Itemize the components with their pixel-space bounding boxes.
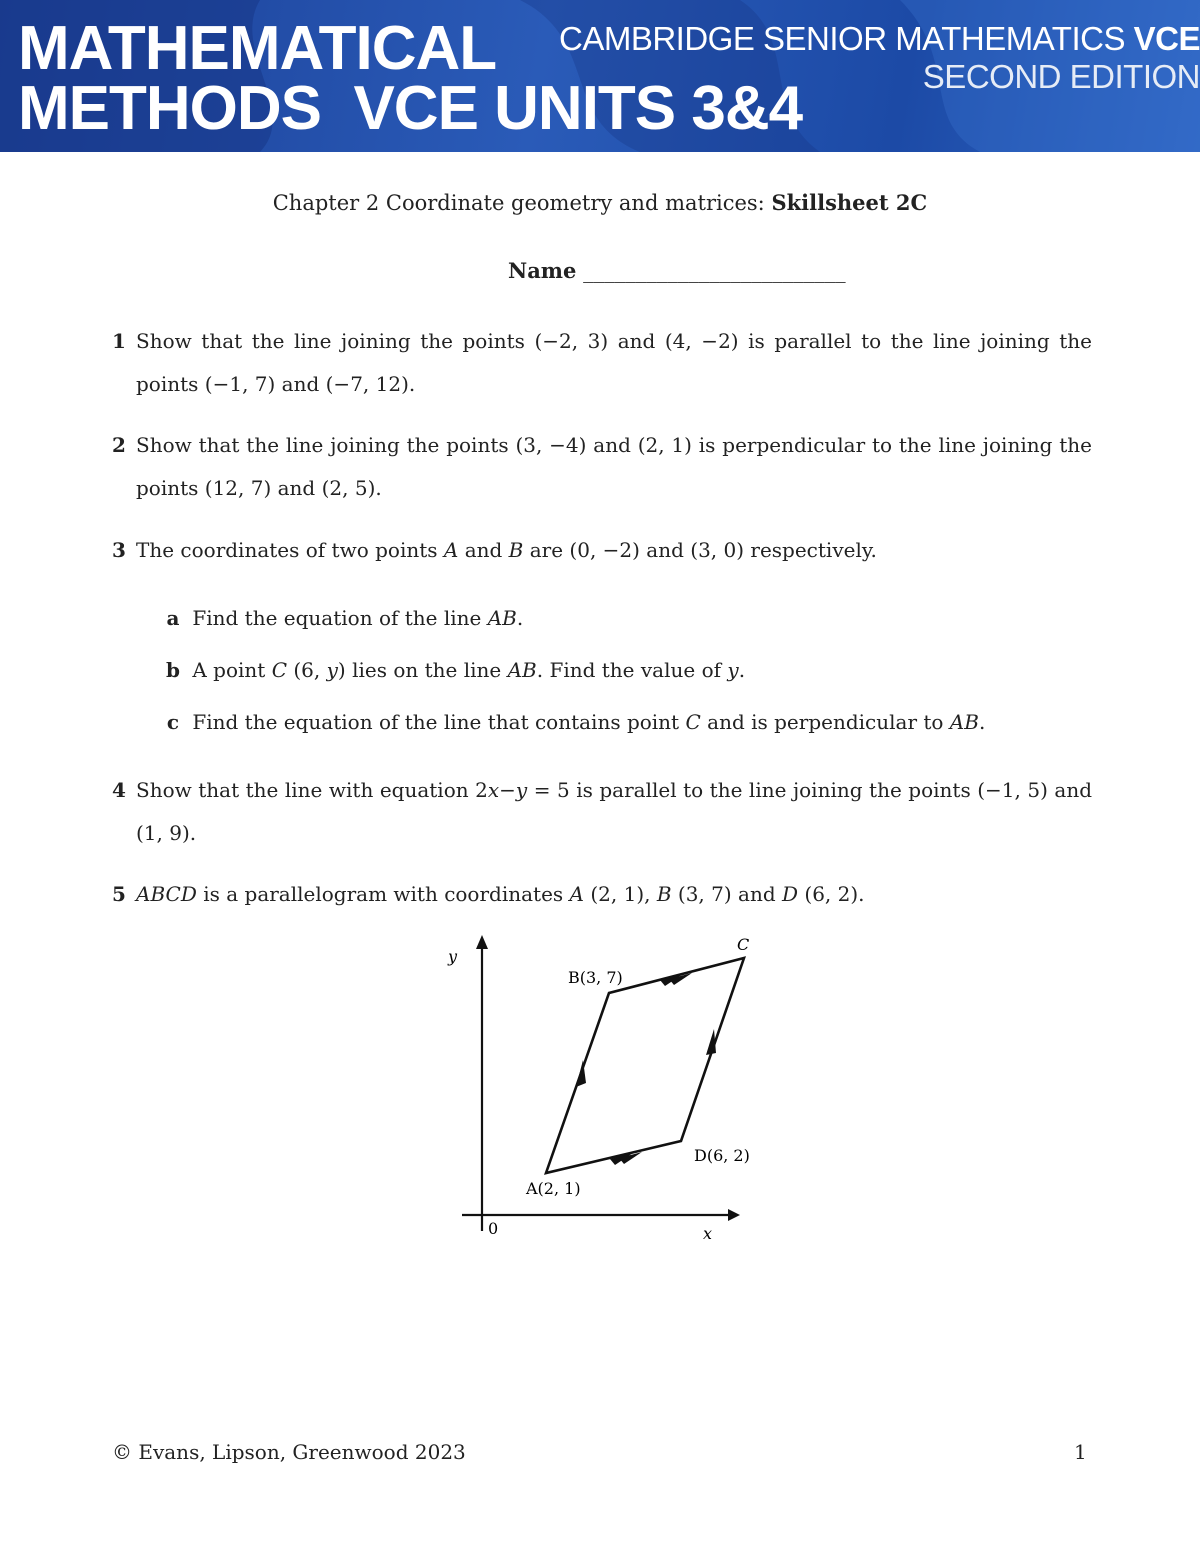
banner-title-line1: MATHEMATICAL xyxy=(18,14,497,83)
name-label: Name xyxy=(508,258,577,283)
subpart-b xyxy=(160,655,1090,685)
point-a: A xyxy=(443,538,459,562)
point-b: B xyxy=(656,882,672,906)
name-blank: _________________________ xyxy=(583,259,846,283)
copyright-symbol: © xyxy=(112,1440,132,1464)
footer-copyright xyxy=(112,1440,466,1464)
question-3 xyxy=(112,529,1092,572)
text-segment: (2, 1), xyxy=(584,882,657,906)
text-segment: ) lies on the line xyxy=(337,658,508,682)
subpart-label: b xyxy=(166,658,180,682)
text-segment: The coordinates of two points xyxy=(136,538,444,562)
series-title xyxy=(559,20,1200,58)
text-segment: are (0, −2) and (3, 0) respectively. xyxy=(523,538,877,562)
label-a: A(2, 1) xyxy=(526,1179,581,1198)
text-segment: . xyxy=(738,658,746,682)
arrow-dc xyxy=(706,1029,716,1055)
banner-title-line2 xyxy=(18,74,803,143)
question-text: Show that the line joining the points (−2, 3) and (4, −2) is parallel to the line joining the points (−1, 7) and (−7, 12). xyxy=(136,329,1092,396)
series-vce: VCE xyxy=(1133,20,1200,57)
text-segment: is a parallelogram with coordinates xyxy=(196,882,570,906)
point-a: A xyxy=(569,882,584,906)
minus-sign: − xyxy=(499,778,516,802)
text-segment: (3, 7) and xyxy=(671,882,782,906)
subpart-label: c xyxy=(166,710,180,734)
footer-authors: Evans, Lipson, Greenwood 2023 xyxy=(138,1440,466,1464)
parallelogram-diagram xyxy=(440,925,760,1245)
subpart-a xyxy=(160,603,1090,633)
point-d: D xyxy=(782,882,799,906)
name-field xyxy=(508,258,846,283)
x-axis-arrow xyxy=(728,1209,740,1221)
series-name: CAMBRIDGE SENIOR MATHEMATICS xyxy=(558,20,1125,57)
text-segment: and is perpendicular to xyxy=(700,710,950,734)
point-c: C xyxy=(685,710,701,734)
label-b: B(3, 7) xyxy=(568,968,623,987)
text-segment: . Find the value of xyxy=(536,658,728,682)
question-number: 1 xyxy=(112,329,126,353)
question-4 xyxy=(112,769,1092,855)
question-text: Show that the line joining the points (3, −4) and (2, 1) is perpendicular to the line joining the points (12, 7) and (2, 5). xyxy=(136,433,1092,500)
point-b: B xyxy=(508,538,524,562)
y-axis-label: y xyxy=(448,947,458,966)
line-ab: AB xyxy=(949,710,979,734)
point-c: C xyxy=(271,658,287,682)
label-d: D(6, 2) xyxy=(694,1146,750,1165)
subpart-label: a xyxy=(166,606,180,630)
y-axis-arrow xyxy=(476,935,488,949)
text-segment: Find the equation of the line xyxy=(192,606,488,630)
question-5 xyxy=(112,873,1092,916)
text-segment: A point xyxy=(192,658,272,682)
text-segment: Find the equation of the line that contains point xyxy=(192,710,686,734)
subpart-c xyxy=(160,707,1090,737)
text-segment: (6, xyxy=(287,658,327,682)
variable-x: x xyxy=(487,778,500,802)
question-number: 2 xyxy=(112,433,126,457)
page-number: 1 xyxy=(1074,1440,1087,1464)
header-banner xyxy=(0,0,1200,152)
question-text xyxy=(112,769,1092,855)
edition-label: SECOND EDITION xyxy=(922,58,1200,95)
text-segment: . xyxy=(978,710,986,734)
text-segment: and xyxy=(458,538,509,562)
variable-y: y xyxy=(326,658,338,682)
line-ab: AB xyxy=(507,658,537,682)
shape-abcd: ABCD xyxy=(136,882,197,906)
question-text xyxy=(112,873,1092,916)
question-number: 3 xyxy=(112,538,126,562)
variable-y: y xyxy=(727,658,739,682)
line-ab: AB xyxy=(487,606,517,630)
x-axis-label: x xyxy=(703,1224,713,1243)
question-number: 5 xyxy=(112,882,126,906)
question-1 xyxy=(112,320,1092,406)
text-segment: . xyxy=(516,606,524,630)
origin-label: 0 xyxy=(488,1219,499,1238)
parallelogram xyxy=(546,958,744,1173)
question-number: 4 xyxy=(112,778,126,802)
banner-title-line2-text: METHODS VCE UNITS 3&4 xyxy=(18,74,803,143)
text-segment: Show that the line with equation 2 xyxy=(136,778,488,802)
skillsheet-title: Skillsheet 2C xyxy=(771,190,928,215)
question-2 xyxy=(112,424,1092,510)
question-text xyxy=(112,529,1092,572)
page-heading xyxy=(0,190,1200,215)
chapter-title: Chapter 2 Coordinate geometry and matrices: xyxy=(272,191,765,215)
variable-y: y xyxy=(515,778,528,802)
label-c: C xyxy=(737,935,750,954)
text-segment: (6, 2). xyxy=(798,882,865,906)
text-segment: = 5 is parallel to the line joining the points (−1, 5) and (1, 9). xyxy=(136,778,1092,845)
